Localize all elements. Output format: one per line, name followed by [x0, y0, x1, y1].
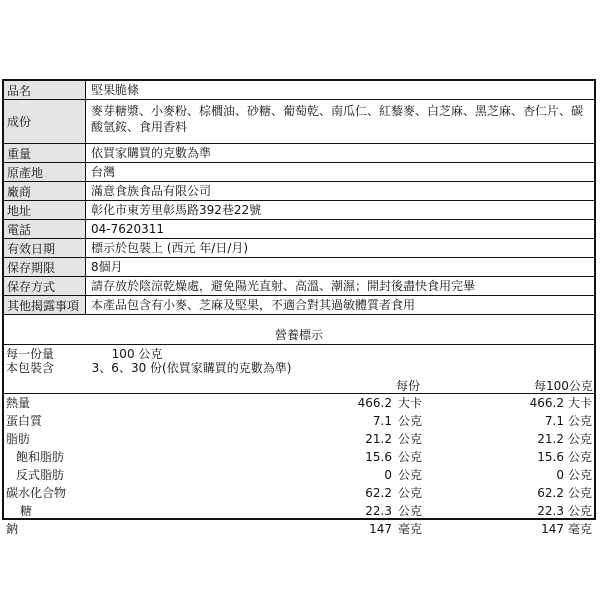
per-100g-value: 62.2: [537, 486, 564, 500]
per-serving-unit: 大卡: [398, 396, 423, 410]
serving-size-row: [6, 347, 162, 361]
nutrition-row: [4, 395, 594, 412]
per-serving-value: 62.2: [365, 486, 392, 500]
nutrient-name: 蛋白質: [6, 414, 43, 428]
info-row: [4, 163, 594, 182]
info-row-value: 依買家購買的克數為準: [91, 146, 212, 160]
package-servings-label: 本包裝含: [6, 361, 55, 375]
nutrition-row: [4, 485, 594, 502]
nutrition-row: [4, 467, 594, 484]
per-100g-value: 147: [541, 522, 564, 536]
info-row-value: 標示於包裝上 (西元 年/日/月): [91, 241, 249, 255]
nutrition-row: [4, 413, 594, 430]
nutrient-name: 脂肪: [6, 432, 31, 446]
nutrition-row: [4, 449, 594, 466]
per-serving-value: 21.2: [365, 432, 392, 446]
col-header-per-serving: 每份: [396, 379, 421, 393]
per-serving-unit: 毫克: [398, 522, 423, 536]
per-serving-unit: 公克: [398, 450, 423, 464]
per-100g-unit: 公克: [568, 486, 593, 500]
info-row-label: 原產地: [4, 163, 86, 181]
info-row: [4, 220, 594, 239]
per-100g-unit: 公克: [568, 468, 593, 482]
package-servings-row: [6, 361, 291, 375]
per-100g-value: 21.2: [537, 432, 564, 446]
per-serving-value: 15.6: [365, 450, 392, 464]
info-row-label: 廠商: [4, 182, 86, 200]
per-100g-unit: 大卡: [568, 396, 593, 410]
serving-size-value: 100 公克: [111, 347, 163, 361]
info-row-value: 04-7620311: [91, 222, 165, 236]
info-row: [4, 277, 594, 296]
info-row-value: 麥芽糖漿、小麥粉、棕櫚油、砂糖、葡萄乾、南瓜仁、紅藜麥、白芝麻、黑芝麻、杏仁片、碳酸氫銨、食用香料: [91, 104, 584, 134]
info-row-value: 8個月: [91, 260, 123, 274]
info-row-value: 本產品包含有小麥、芝麻及堅果，不適合對其過敏體質者食用: [91, 298, 416, 312]
info-row: [4, 296, 594, 315]
info-row: [4, 81, 594, 100]
per-100g-unit: 毫克: [568, 522, 593, 536]
info-row: [4, 239, 594, 258]
nutrient-name: 碳水化合物: [6, 486, 67, 500]
info-row-label: 電話: [4, 220, 86, 238]
per-serving-unit: 公克: [398, 486, 423, 500]
info-row-label: 品名: [4, 81, 86, 99]
per-serving-value: 147: [369, 522, 392, 536]
nutrition-header-rule: [4, 393, 594, 394]
col-header-per-100g: 每100公克: [534, 379, 593, 393]
nutrient-name: 鈉: [6, 522, 19, 536]
per-100g-value: 466.2: [529, 396, 564, 410]
nutrient-name: 熱量: [6, 396, 31, 410]
info-row-label: 成份: [4, 100, 86, 143]
per-serving-unit: 公克: [398, 432, 423, 446]
nutrition-title: 營養標示: [4, 327, 594, 345]
per-100g-value: 0: [556, 468, 564, 482]
info-row-label: 保存期限: [4, 258, 86, 276]
info-row-label: 其他揭露事項: [4, 296, 86, 314]
nutrition-row: [4, 503, 594, 520]
info-row-label: 保存方式: [4, 277, 86, 295]
nutrition-row: [4, 431, 594, 448]
nutrient-name: 反式脂肪: [16, 468, 65, 482]
per-serving-unit: 公克: [398, 468, 423, 482]
info-row-label: 有效日期: [4, 239, 86, 257]
info-row-value: 請存放於陰涼乾燥處，避免陽光直射、高溫、潮濕；開封後盡快食用完畢: [91, 279, 476, 293]
per-100g-unit: 公克: [568, 450, 593, 464]
per-100g-unit: 公克: [568, 504, 593, 518]
info-row-value: 彰化市東芳里彰馬路392巷22號: [91, 203, 262, 217]
per-100g-unit: 公克: [568, 432, 593, 446]
per-100g-value: 22.3: [537, 504, 564, 518]
info-row: [4, 258, 594, 277]
info-row: [4, 144, 594, 163]
info-row: [4, 182, 594, 201]
per-serving-unit: 公克: [398, 414, 423, 428]
info-row-value: 台灣: [91, 165, 116, 179]
per-100g-unit: 公克: [568, 414, 593, 428]
info-row-label: 重量: [4, 144, 86, 162]
nutrient-name: 糖: [20, 504, 33, 518]
per-serving-value: 7.1: [372, 414, 392, 428]
info-row-value: 滿意食族食品有限公司: [91, 184, 212, 198]
per-100g-value: 15.6: [537, 450, 564, 464]
per-serving-value: 22.3: [365, 504, 392, 518]
nutrient-name: 飽和脂肪: [16, 450, 65, 464]
info-row: [4, 201, 594, 220]
product-label-table: [2, 79, 596, 536]
per-serving-unit: 公克: [398, 504, 423, 518]
serving-size-label: 每一份量: [6, 347, 55, 361]
package-servings-value: 3、6、30 份(依買家購買的克數為準): [91, 361, 292, 375]
info-row: [4, 100, 594, 144]
nutrition-row: [4, 521, 594, 538]
info-row-label: 地址: [4, 201, 86, 219]
per-serving-value: 0: [384, 468, 392, 482]
per-serving-value: 466.2: [357, 396, 392, 410]
info-row-value: 堅果脆條: [91, 83, 140, 97]
per-100g-value: 7.1: [544, 414, 564, 428]
